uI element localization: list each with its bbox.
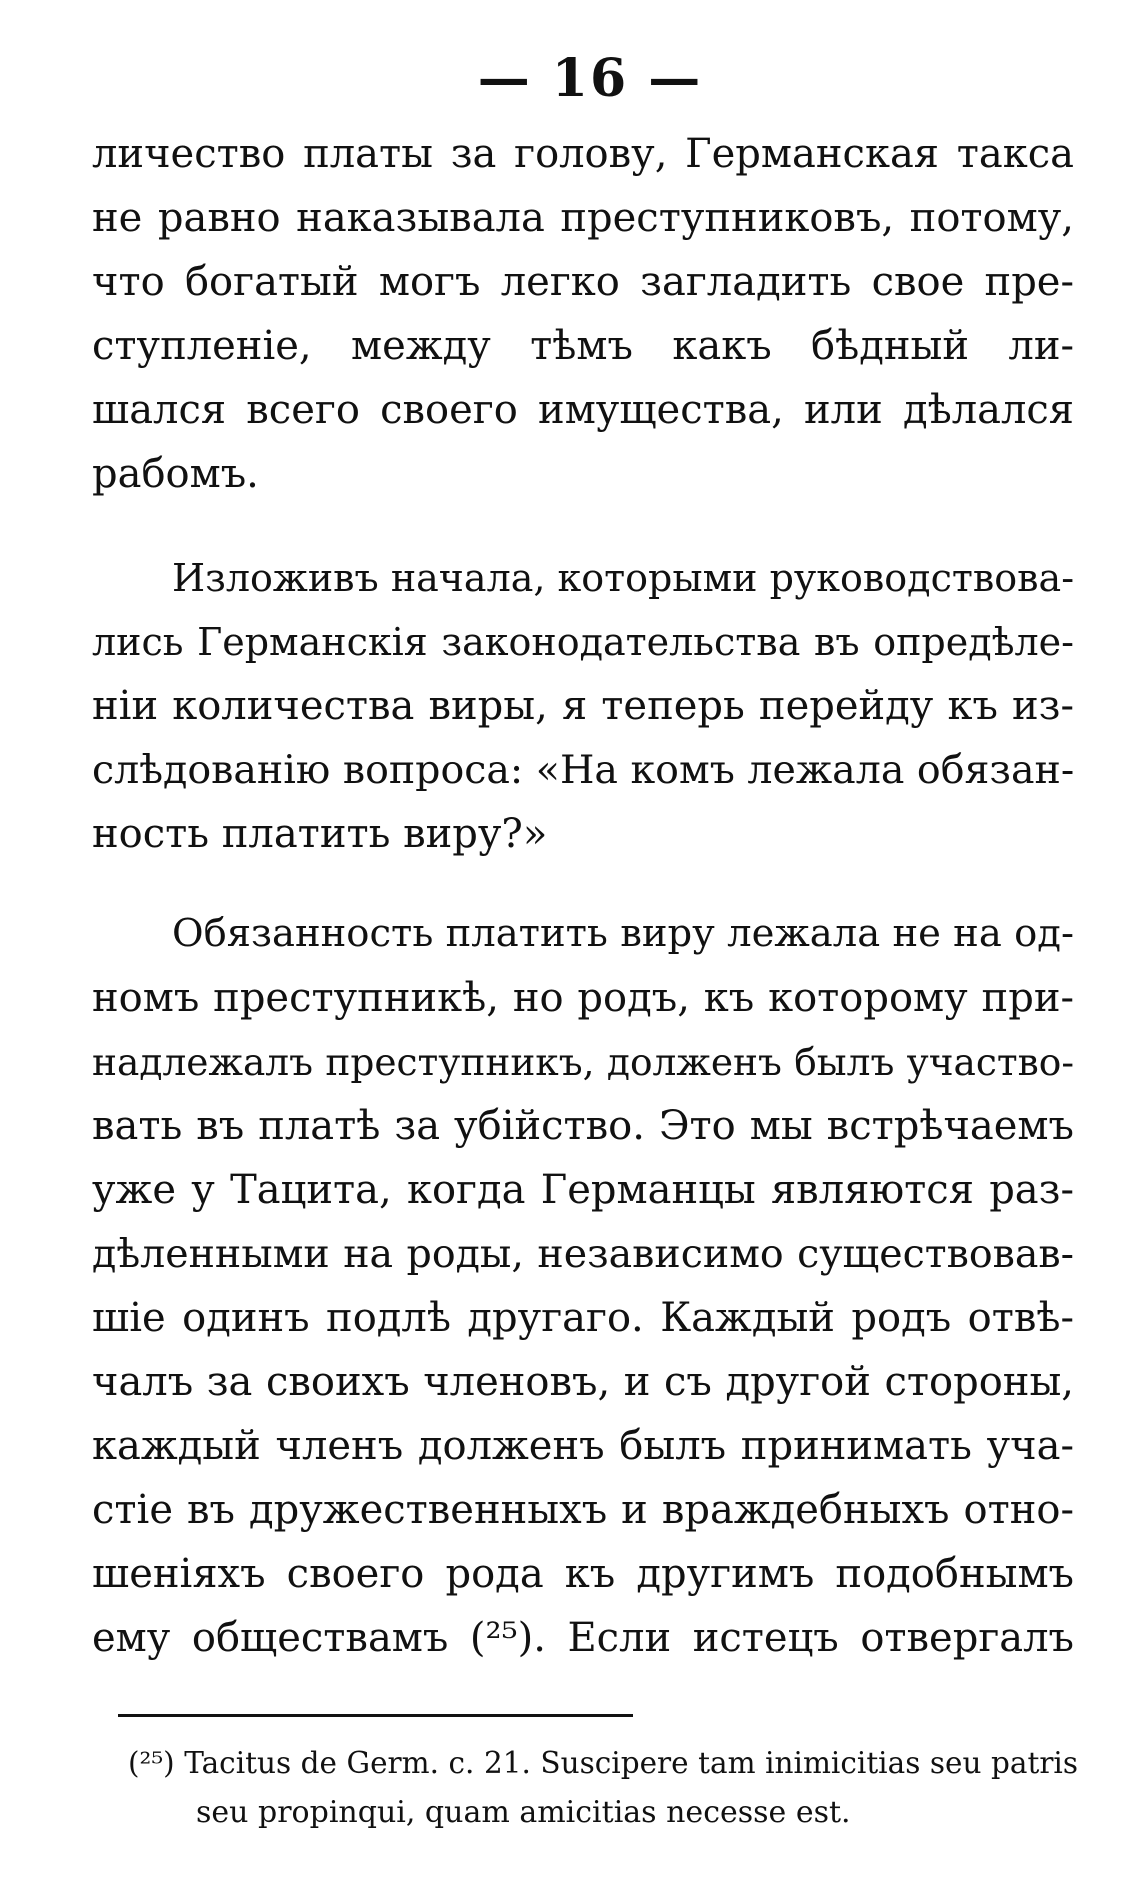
text-line: шеніяхъ своего рода къ другимъ подобнымъ	[92, 1551, 1074, 1597]
text-line: Обязанность платить виру лежала не на од-	[172, 911, 1074, 956]
text-line: шался всего своего имущества, или дѣлался	[92, 387, 1074, 433]
text-line: шіе одинъ подлѣ другаго. Каждый родъ отвѣ-	[92, 1295, 1074, 1341]
text-line: что богатый могъ легко загладить свое пре-	[92, 259, 1074, 305]
text-line: ность платить виру?»	[92, 811, 548, 857]
paragraph-1	[92, 122, 1074, 506]
footnote-line: seu propinqui, quam amicitias necesse est.	[196, 1795, 851, 1830]
text-line: чалъ за своихъ членовъ, и съ другой стороны,	[92, 1359, 1074, 1405]
text-line: не равно наказывала преступниковъ, потому,	[92, 195, 1074, 241]
page-number: — 16 —	[477, 48, 703, 109]
footnote-divider	[118, 1714, 633, 1717]
text-line: рабомъ.	[92, 451, 259, 497]
text-line: каждый членъ долженъ былъ принимать уча-	[92, 1423, 1074, 1469]
paragraph-2	[92, 546, 1074, 866]
text-line: Изложивъ начала, которыми руководствова-	[172, 556, 1074, 600]
text-line: уже у Тацита, когда Германцы являются раз-	[92, 1167, 1074, 1213]
text-line: ступленіе, между тѣмъ какъ бѣдный ли-	[92, 323, 1074, 369]
text-line: надлежалъ преступникъ, долженъ былъ участво-	[92, 1040, 1074, 1084]
text-line: номъ преступникѣ, но родъ, къ которому при-	[92, 975, 1074, 1021]
text-line: слѣдованію вопроса: «На комъ лежала обязан-	[92, 747, 1074, 793]
paragraph-3	[92, 902, 1074, 1670]
footnote-line: (²⁵) Tacitus de Germ. c. 21. Suscipere tam inimicitias seu patris	[128, 1746, 1078, 1780]
footnote	[128, 1738, 1078, 1838]
text-line: личество платы за голову, Германская такса	[92, 131, 1074, 177]
text-line: ему обществамъ (²⁵). Если истецъ отвергалъ	[92, 1615, 1074, 1661]
text-line: лись Германскія законодательства въ опредѣле-	[92, 620, 1074, 664]
text-line: ніи количества виры, я теперь перейду къ из-	[92, 683, 1074, 729]
text-line: стіе въ дружественныхъ и враждебныхъ отно-	[92, 1487, 1074, 1533]
text-line: дѣленными на роды, независимо существовав-	[92, 1231, 1074, 1277]
text-line: вать въ платѣ за убійство. Это мы встрѣчаемъ	[92, 1103, 1074, 1149]
